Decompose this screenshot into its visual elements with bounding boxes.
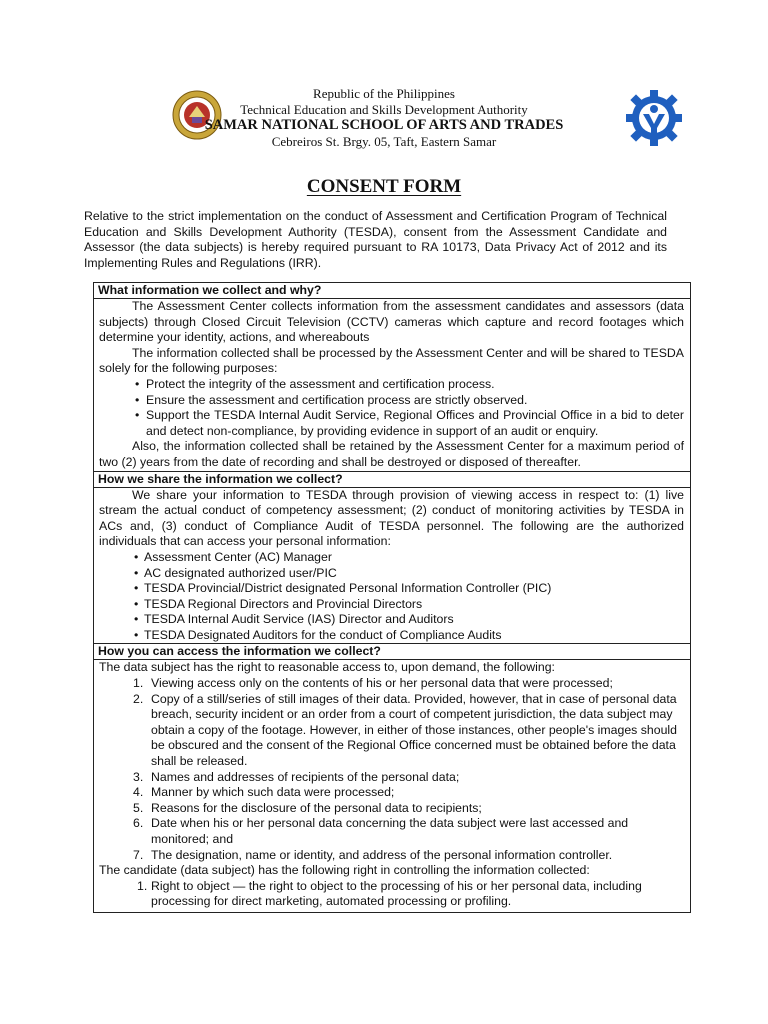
access-rights-list [99,676,684,863]
list-item: • TESDA Designated Auditors for the conduct of Compliance Audits [134,627,502,642]
list-item: 4. Manner by which such data were processed; [133,785,395,800]
bullet-icon: • [134,581,139,596]
section-heading-share: How we share the information we collect? [94,472,690,488]
document-title: CONSENT FORM [306,176,462,197]
list-item: 5. Reasons for the disclosure of the personal data to recipients; [133,800,482,815]
bullet-icon: • [134,549,139,564]
list-item: 3. Names and addresses of recipients of the personal data; [133,769,460,784]
list-item: • TESDA Regional Directors and Provincial Directors [134,596,423,611]
list-item: • Protect the integrity of the assessment and certification process. [135,376,495,391]
bullet-icon: • [134,612,139,627]
list-item: 1. Right to object — the right to object to the processing of his or her personal data, including processing for direct marketing, automated processing or profiling. [137,878,642,909]
header-school-name: SAMAR NATIONAL SCHOOL OF ARTS AND TRADES [204,117,564,133]
list-item: 1. Viewing access only on the contents of his or her personal data that were processed; [133,676,613,691]
bullet-icon: • [135,392,140,407]
paragraph: The information collected shall be processed by the Assessment Center and will be shared to TESDA solely for the following purposes: [99,345,684,376]
bullet-icon: • [134,627,139,642]
header-republic: Republic of the Philippines [313,86,455,101]
intro-paragraph: Relative to the strict implementation on the conduct of Assessment and Certification Program of Technical Education and Skills Development Authority (TESDA), consent from the Assessment Candidate and Assessor (the data subjects) is hereby required pursuant to RA 10173, Data Privacy Act of 2012 and its Implementing Rules and Regulations (IRR). [84,209,667,270]
purpose-list [99,377,684,439]
list-item: 2. Copy of a still/series of still images of their data. Provided, however, that in case of personal data breach, security incident or an order from a court of competent jurisdiction, the data subject may obtain a copy of the footage. However, in either of those instances, other people's images should be obscured and the consent of the Regional Office concerned must be obtained before the data shall be released. [133,691,677,769]
list-item: • AC designated authorized user/PIC [134,565,337,580]
letterhead [0,86,768,149]
list-item: 7. The designation, name or identity, and address of the personal information controller. [133,847,613,862]
bullet-icon: • [135,376,140,391]
header-address: Cebreiros St. Brgy. 05, Taft, Eastern Samar [271,134,497,149]
bullet-icon: • [135,408,140,423]
paragraph: The data subject has the right to reasonable access to, upon demand, the following: [99,660,555,675]
list-item: 6. Date when his or her personal data concerning the data subject were last accessed and monitored; and [133,816,629,846]
control-rights-list [99,879,684,910]
list-item: • Assessment Center (AC) Manager [134,549,332,564]
paragraph: The candidate (data subject) has the following right in controlling the information collected: [99,863,590,878]
authorized-list [99,550,684,644]
paragraph: We share your information to TESDA through provision of viewing access in respect to: (1) live stream the actual conduct of competency assessment; (2) conduct of monitoring activities by TESDA in ACs and, (3) conduct of Compliance Audit of TESDA personnel. The following are the authorized individuals that can access your personal information: [99,487,684,549]
list-item: • Ensure the assessment and certification process are strictly observed. [135,392,528,407]
paragraph: Also, the information collected shall be retained by the Assessment Center for a maximum period of two (2) years from the date of recording and shall be destroyed or disposed of thereafter. [99,439,684,469]
consent-table [93,282,691,913]
header-agency: Technical Education and Skills Development Authority [240,102,528,117]
paragraph: The Assessment Center collects information from the assessment candidates and assessors (data subjects) through Closed Circuit Television (CCTV) cameras which capture and record footages which determine your identity, actions, and whereabouts [99,299,684,345]
section-heading-collect: What information we collect and why? [94,283,690,299]
list-item: • TESDA Provincial/District designated Personal Information Controller (PIC) [134,581,552,596]
section-body-share [94,488,690,645]
section-heading-access: How you can access the information we collect? [94,644,690,660]
bullet-icon: • [134,565,139,580]
bullet-icon: • [134,596,139,611]
section-body-collect [94,299,690,472]
list-item: • TESDA Internal Audit Service (IAS) Director and Auditors [134,612,454,627]
list-item: • Support the TESDA Internal Audit Service, Regional Offices and Provincial Office in a bid to deter and detect non-compliance, by providing evidence in support of an audit or enquiry. [135,408,684,438]
section-body-access [94,660,690,912]
